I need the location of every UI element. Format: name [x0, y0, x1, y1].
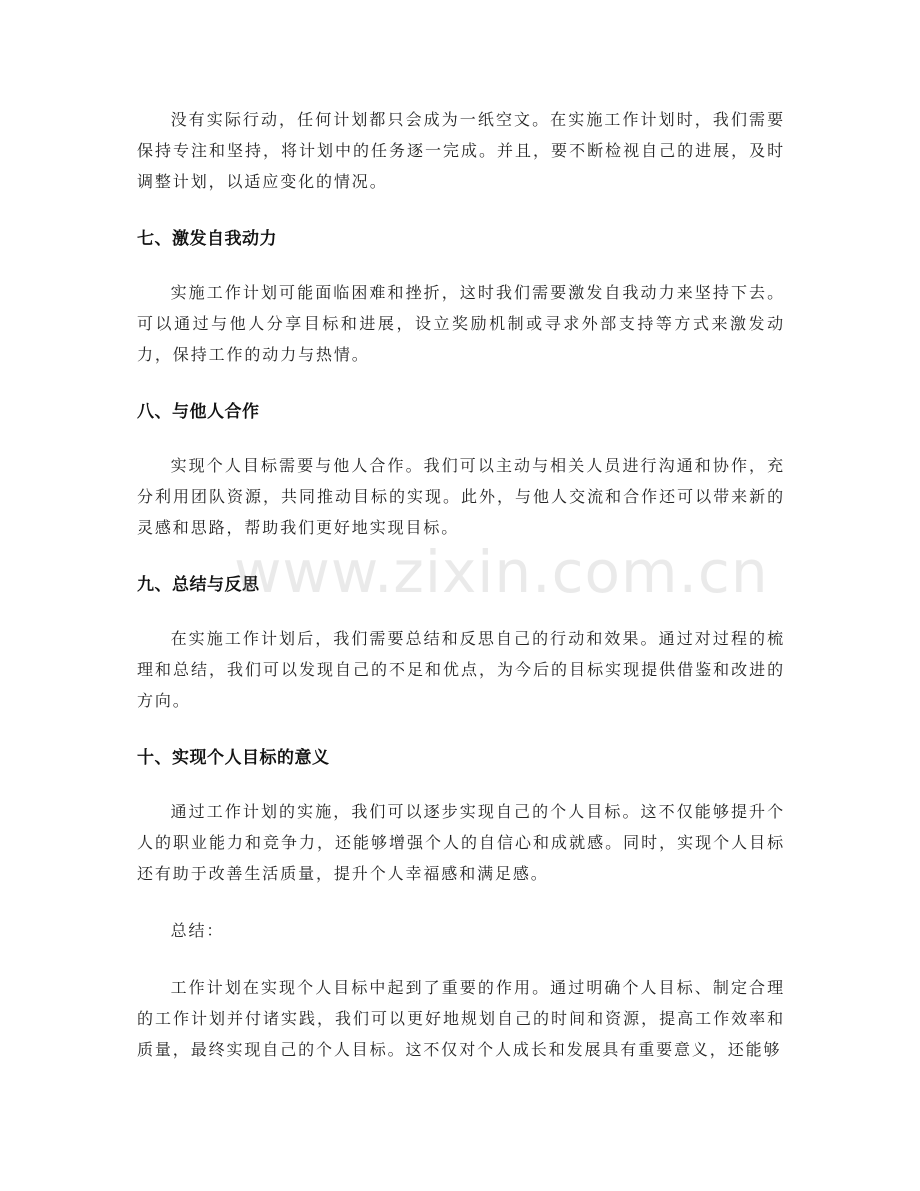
section-heading-9: 九、总结与反思 [137, 575, 260, 595]
section-paragraph-10: 通过工作计划的实施，我们可以逐步实现自己的个人目标。这不仅能够提升个人的职业能力和竞争力，还能够增强个人的自信心和成就感。同时，实现个人目标还有助于改善生活质量，提升个人幸福感和满足感。 [137, 802, 785, 883]
summary-label: 总结： [170, 921, 225, 940]
summary-paragraph: 工作计划在实现个人目标中起到了重要的作用。通过明确个人目标、制定合理的工作计划并付诸实践，我们可以更好地规划自己的时间和资源，提高工作效率和质量，最终实现自己的个人目标。这不仅对个人成长和发展具有重要意义，还能够 [137, 978, 785, 1059]
section-paragraph-8: 实现个人目标需要与他人合作。我们可以主动与相关人员进行沟通和协作，充分利用团队资源，共同推动目标的实现。此外，与他人交流和合作还可以带来新的灵感和思路，帮助我们更好地实现目标。 [137, 456, 785, 537]
document-body [137, 104, 785, 1065]
section-heading-8: 八、与他人合作 [137, 402, 260, 422]
intro-paragraph: 没有实际行动，任何计划都只会成为一纸空文。在实施工作计划时，我们需要保持专注和坚持，将计划中的任务逐一完成。并且，要不断检视自己的进展，及时调整计划，以适应变化的情况。 [137, 110, 785, 191]
section-paragraph-9: 在实施工作计划后，我们需要总结和反思自己的行动和效果。通过对过程的梳理和总结，我们可以发现自己的不足和优点，为今后的目标实现提供借鉴和改进的方向。 [137, 629, 785, 710]
section-heading-7: 七、激发自我动力 [137, 229, 277, 249]
section-heading-10: 十、实现个人目标的意义 [137, 748, 330, 768]
watermark-text: www.zixin.com.cn [234, 538, 769, 606]
section-paragraph-7: 实施工作计划可能面临困难和挫折，这时我们需要激发自我动力来坚持下去。可以通过与他人分享目标和进展，设立奖励机制或寻求外部支持等方式来激发动力，保持工作的动力与热情。 [137, 283, 785, 364]
